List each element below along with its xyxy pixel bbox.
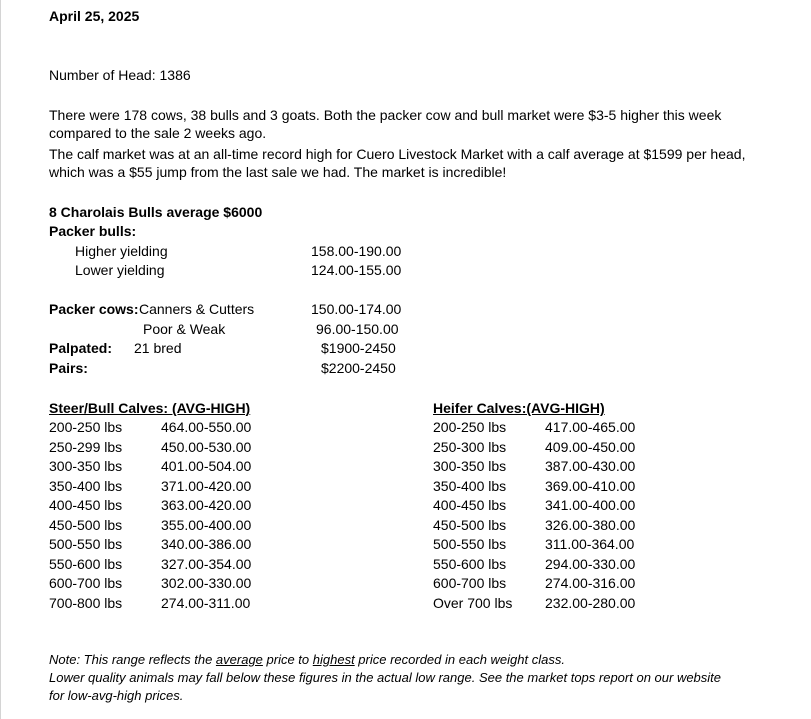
steer-bull-weight-9: 700-800 lbs [49,594,123,611]
steer-bull-price-8: 302.00-330.00 [161,575,252,591]
heifer-weight-9: Over 700 lbs [433,594,513,611]
heifer-price-8: 274.00-316.00 [545,575,636,591]
steer-bull-weight-4: 400-450 lbs [49,497,123,513]
summary-paragraph-1: There were 178 cows, 38 bulls and 3 goats. Both the packer cow and bull market were $3-5 higher this week compared to the sale 2 weeks ago. [49,107,722,141]
steer-bull-price-9: 274.00-311.00 [161,594,251,611]
palpated-value: 21 bred [134,340,182,356]
packer-bulls-label: Packer bulls: [49,223,137,239]
steer-bull-price-5: 355.00-400.00 [161,516,252,533]
steer-bull-title: Steer/Bull Calves: (AVG-HIGH) [49,400,251,416]
steer-bull-weight-7: 550-600 lbs [49,555,123,572]
packer-bulls-higher-label: Higher yielding [75,243,168,259]
heifer-price-1: 409.00-450.00 [545,438,636,455]
heifer-weight-3: 350-400 lbs [433,477,507,494]
packer-cows-canners-label: Canners & Cutters [139,301,255,317]
steer-bull-weight-1: 250-299 lbs [49,438,123,455]
heifer-weight-8: 600-700 lbs [433,575,507,591]
highest-emphasis: highest [312,652,355,667]
pairs-price: $2200-2450 [321,360,396,376]
pairs-label: Pairs: [49,360,88,376]
steer-bull-price-6: 340.00-386.00 [161,536,252,552]
heifer-weight-4: 400-450 lbs [433,497,507,513]
packer-cows-poor-label: Poor & Weak [143,321,226,337]
steer-bull-price-0: 464.00-550.00 [161,419,252,435]
heifer-weight-7: 550-600 lbs [433,555,507,572]
steer-bull-weight-5: 450-500 lbs [49,516,123,533]
heifer-weight-0: 200-250 lbs [433,419,507,435]
steer-bull-price-3: 371.00-420.00 [161,477,252,494]
footnote-line-3: for low-avg-high prices. [49,688,184,703]
summary-paragraph-2: The calf market was at an all-time record high for Cuero Livestock Market with a calf average at $1599 per head, which was a $55 jump from the last sale we had. The market is incredible! [49,146,746,180]
heifer-title: Heifer Calves:(AVG-HIGH) [433,400,605,416]
packer-bulls-lower-price: 124.00-155.00 [311,262,402,278]
footnote [49,651,779,705]
packer-cows-poor-price: 96.00-150.00 [316,321,399,337]
steer-bull-price-7: 327.00-354.00 [161,555,252,572]
steer-bull-price-4: 363.00-420.00 [161,497,252,513]
steer-bull-weight-2: 300-350 lbs [49,458,123,474]
heifer-weight-1: 250-300 lbs [433,438,507,455]
steer-bull-price-1: 450.00-530.00 [161,438,252,455]
heifer-price-6: 311.00-364.00 [545,536,635,552]
steer-bull-weight-3: 350-400 lbs [49,477,123,494]
packer-cows-label: Packer cows: [49,301,139,317]
page-left-border [0,0,1,719]
steer-bull-weight-6: 500-550 lbs [49,536,123,552]
footnote-line-2: Lower quality animals may fall below these figures in the actual low range. See the market tops report on our website [49,670,722,685]
steer-bull-weight-0: 200-250 lbs [49,419,123,435]
steer-bull-weight-8: 600-700 lbs [49,575,123,591]
packer-bulls-lower-label: Lower yielding [75,262,165,278]
footnote-line-1: Note: This range reflects the average price to highest price recorded in each weight class. [49,652,565,667]
palpated-label: Palpated: [49,340,113,356]
report-date: April 25, 2025 [49,8,140,24]
heifer-price-7: 294.00-330.00 [545,555,636,572]
heifer-price-3: 369.00-410.00 [545,477,636,494]
heifer-price-4: 341.00-400.00 [545,497,636,513]
palpated-price: $1900-2450 [321,340,396,356]
charolais-average: 8 Charolais Bulls average $6000 [49,204,263,220]
heifer-weight-2: 300-350 lbs [433,458,507,474]
packer-bulls-higher-price: 158.00-190.00 [311,243,402,259]
steer-bull-price-2: 401.00-504.00 [161,458,252,474]
heifer-price-5: 326.00-380.00 [545,516,636,533]
packer-cows-canners-price: 150.00-174.00 [311,301,402,317]
heifer-price-0: 417.00-465.00 [545,419,636,435]
heifer-price-2: 387.00-430.00 [545,458,636,474]
head-count: Number of Head: 1386 [49,67,191,83]
heifer-weight-5: 450-500 lbs [433,516,507,533]
average-emphasis: average [215,652,263,667]
heifer-price-9: 232.00-280.00 [545,594,636,611]
heifer-weight-6: 500-550 lbs [433,536,507,552]
